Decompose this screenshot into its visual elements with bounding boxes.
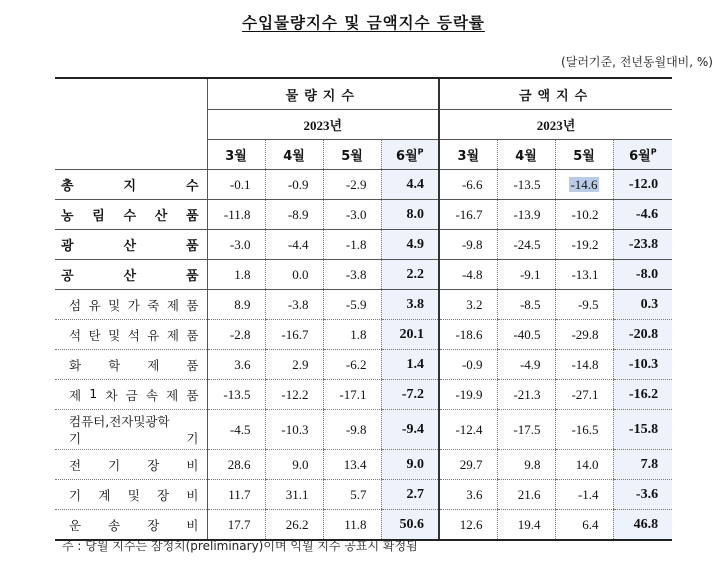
amount-cell: -9.1: [497, 260, 555, 290]
amount-cell: 3.6: [439, 480, 497, 510]
month-header: 3월: [207, 140, 265, 170]
volume-cell: 9.0: [381, 450, 439, 480]
volume-cell: -3.8: [265, 290, 323, 320]
volume-cell: 2.7: [381, 480, 439, 510]
group-header-volume: 물량지수: [207, 78, 439, 110]
amount-cell: -13.1: [555, 260, 613, 290]
row-label-line2: 기 기: [69, 430, 199, 446]
amount-cell: -15.8: [613, 410, 672, 450]
amount-cell: -13.5: [497, 170, 555, 200]
amount-cell: -16.7: [439, 200, 497, 230]
volume-cell: -0.9: [265, 170, 323, 200]
amount-cell: 19.4: [497, 510, 555, 541]
volume-cell: 3.6: [207, 350, 265, 380]
month-header: 5월: [555, 140, 613, 170]
amount-cell: 0.3: [613, 290, 672, 320]
amount-cell: 6.4: [555, 510, 613, 541]
amount-cell: 21.6: [497, 480, 555, 510]
amount-cell: -12.0: [613, 170, 672, 200]
month-header: 3월: [439, 140, 497, 170]
row-label: 제 1 차 금 속 제 품: [55, 380, 207, 410]
amount-cell: 3.2: [439, 290, 497, 320]
amount-cell: -3.6: [613, 480, 672, 510]
table-row: [55, 320, 672, 350]
row-label: 섬 유 및 가 죽 제 품: [55, 290, 207, 320]
volume-cell: 50.6: [381, 510, 439, 541]
volume-cell: -2.8: [207, 320, 265, 350]
volume-cell: -16.7: [265, 320, 323, 350]
volume-cell: -9.8: [323, 410, 381, 450]
volume-cell: 3.8: [381, 290, 439, 320]
month-header: 6월$^P$: [613, 140, 672, 170]
volume-cell: 2.2: [381, 260, 439, 290]
volume-cell: 1.4: [381, 350, 439, 380]
volume-cell: 2.9: [265, 350, 323, 380]
amount-cell: -23.8: [613, 230, 672, 260]
amount-cell: -14.8: [555, 350, 613, 380]
amount-cell: 46.8: [613, 510, 672, 541]
table-row: [55, 450, 672, 480]
volume-cell: -4.5: [207, 410, 265, 450]
volume-cell: -2.9: [323, 170, 381, 200]
amount-cell: [555, 170, 613, 200]
volume-cell: 4.4: [381, 170, 439, 200]
volume-cell: 11.7: [207, 480, 265, 510]
volume-cell: 11.8: [323, 510, 381, 541]
amount-cell: -13.9: [497, 200, 555, 230]
amount-cell: -16.5: [555, 410, 613, 450]
amount-cell: 12.6: [439, 510, 497, 541]
amount-cell: -19.2: [555, 230, 613, 260]
month-header: 4월: [265, 140, 323, 170]
row-label: 석 탄 및 석 유 제 품: [55, 320, 207, 350]
index-table: [55, 77, 672, 541]
amount-cell: -6.6: [439, 170, 497, 200]
volume-cell: 31.1: [265, 480, 323, 510]
table-row: [55, 350, 672, 380]
year-header-volume: 2023년: [207, 110, 439, 140]
amount-cell: -16.2: [613, 380, 672, 410]
amount-cell: -17.5: [497, 410, 555, 450]
table-row: [55, 380, 672, 410]
amount-cell: -40.5: [497, 320, 555, 350]
volume-cell: -12.2: [265, 380, 323, 410]
row-label: 전 기 장 비: [55, 450, 207, 480]
amount-cell: 29.7: [439, 450, 497, 480]
row-label: 공 산 품: [55, 260, 207, 290]
table-row: [55, 260, 672, 290]
volume-cell: 28.6: [207, 450, 265, 480]
volume-cell: -10.3: [265, 410, 323, 450]
volume-cell: -17.1: [323, 380, 381, 410]
amount-cell: -8.5: [497, 290, 555, 320]
amount-cell: -4.8: [439, 260, 497, 290]
amount-cell: 14.0: [555, 450, 613, 480]
volume-cell: 5.7: [323, 480, 381, 510]
table-row: [55, 290, 672, 320]
volume-cell: 0.0: [265, 260, 323, 290]
row-label: 운 송 장 비: [55, 510, 207, 541]
table-row: [55, 480, 672, 510]
row-label: 기 계 및 장 비: [55, 480, 207, 510]
table-row: [55, 200, 672, 230]
table-row: [55, 410, 672, 450]
amount-cell: -18.6: [439, 320, 497, 350]
volume-cell: -5.9: [323, 290, 381, 320]
volume-cell: -1.8: [323, 230, 381, 260]
volume-cell: -7.2: [381, 380, 439, 410]
row-label: 광 산 품: [55, 230, 207, 260]
selected-cell-text[interactable]: -14.6: [570, 176, 598, 192]
amount-cell: -24.5: [497, 230, 555, 260]
amount-cell: -4.6: [613, 200, 672, 230]
volume-cell: 8.0: [381, 200, 439, 230]
amount-cell: -12.4: [439, 410, 497, 450]
volume-cell: 1.8: [207, 260, 265, 290]
group-header-amount: 금액지수: [439, 78, 672, 110]
volume-cell: -13.5: [207, 380, 265, 410]
stub-header: [55, 78, 207, 170]
volume-cell: -9.4: [381, 410, 439, 450]
amount-cell: -9.5: [555, 290, 613, 320]
amount-cell: -20.8: [613, 320, 672, 350]
row-label: 화 학 제 품: [55, 350, 207, 380]
volume-cell: -0.1: [207, 170, 265, 200]
month-header: 5월: [323, 140, 381, 170]
amount-cell: -9.8: [439, 230, 497, 260]
amount-cell: -29.8: [555, 320, 613, 350]
amount-cell: -8.0: [613, 260, 672, 290]
volume-cell: 1.8: [323, 320, 381, 350]
footnote: 주 : 당월 지수는 잠정치(preliminary)이며 익월 지수 공표시 확정됨: [62, 539, 418, 553]
row-label: 총 지 수: [55, 170, 207, 200]
volume-cell: -3.8: [323, 260, 381, 290]
unit-note: (달러기준, 전년동월대비, %): [561, 55, 713, 69]
volume-cell: 26.2: [265, 510, 323, 541]
amount-cell: -10.3: [613, 350, 672, 380]
amount-cell: -19.9: [439, 380, 497, 410]
amount-cell: -21.3: [497, 380, 555, 410]
volume-cell: -4.4: [265, 230, 323, 260]
table-row: [55, 230, 672, 260]
amount-cell: -0.9: [439, 350, 497, 380]
volume-cell: -6.2: [323, 350, 381, 380]
row-label: 컴퓨터,전자및광학 기 기: [55, 410, 207, 450]
month-header: 6월$^P$: [381, 140, 439, 170]
volume-cell: -11.8: [207, 200, 265, 230]
volume-cell: 8.9: [207, 290, 265, 320]
amount-cell: -27.1: [555, 380, 613, 410]
amount-cell: 7.8: [613, 450, 672, 480]
volume-cell: -3.0: [323, 200, 381, 230]
year-header-amount: 2023년: [439, 110, 672, 140]
table-row: [55, 170, 672, 200]
month-header: 4월: [497, 140, 555, 170]
volume-cell: 13.4: [323, 450, 381, 480]
amount-cell: -4.9: [497, 350, 555, 380]
row-label: 농 림 수 산 품: [55, 200, 207, 230]
volume-cell: 9.0: [265, 450, 323, 480]
volume-cell: -3.0: [207, 230, 265, 260]
volume-cell: 17.7: [207, 510, 265, 541]
amount-cell: 9.8: [497, 450, 555, 480]
table-row: [55, 510, 672, 541]
table-title: 수입물량지수 및 금액지수 등락률: [242, 14, 485, 32]
amount-cell: -10.2: [555, 200, 613, 230]
volume-cell: -8.9: [265, 200, 323, 230]
volume-cell: 4.9: [381, 230, 439, 260]
volume-cell: 20.1: [381, 320, 439, 350]
amount-cell: -1.4: [555, 480, 613, 510]
